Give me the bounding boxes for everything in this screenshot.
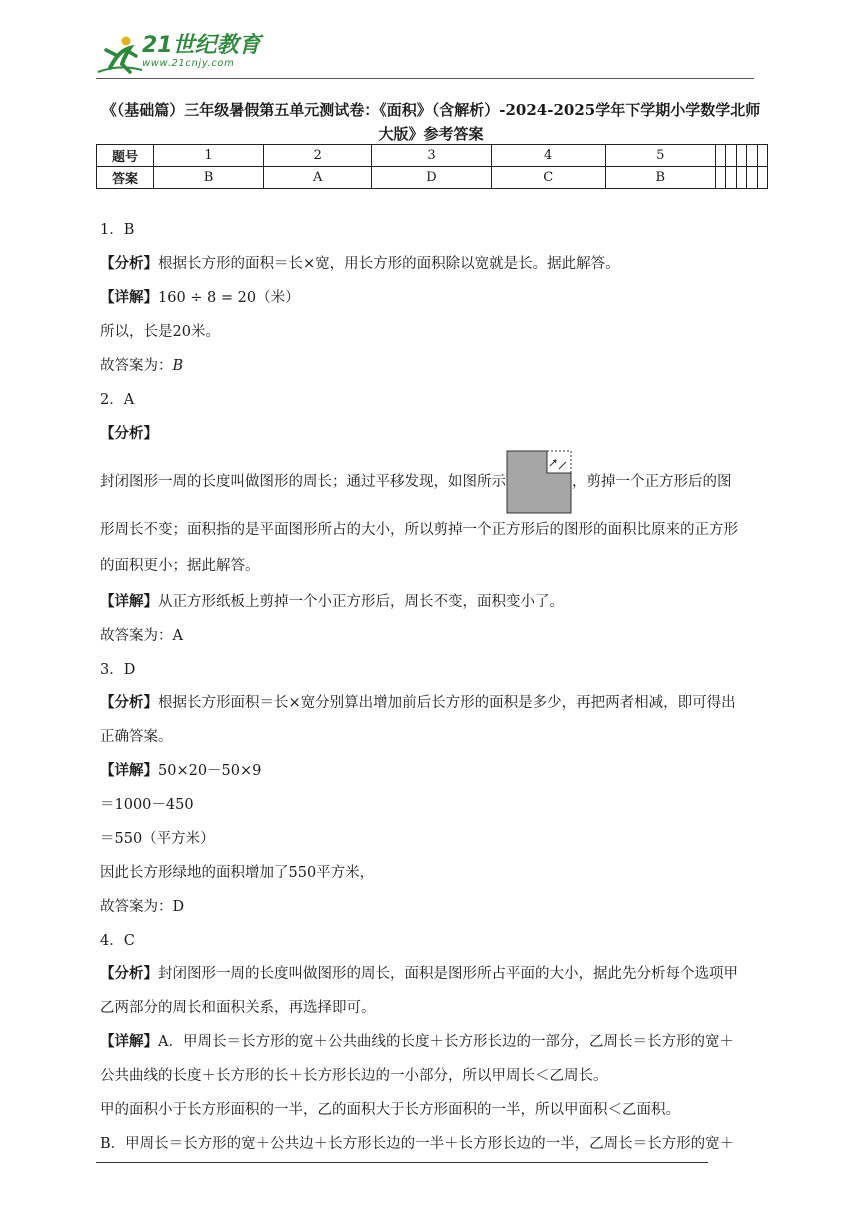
answer-letter: B bbox=[172, 358, 184, 374]
analysis-label: 【分析】 bbox=[100, 695, 158, 711]
q2-analysis-line1 bbox=[100, 450, 732, 514]
q3-number: 3．D bbox=[100, 662, 136, 678]
table-cell: D bbox=[372, 167, 491, 189]
table-cell: C bbox=[491, 167, 605, 189]
analysis-label: 【分析】 bbox=[100, 426, 158, 442]
table-cell bbox=[747, 167, 757, 189]
detail-text: A．甲周长＝长方形的宽＋公共曲线的长度＋长方形长边的一部分，乙周长＝长方形的宽＋ bbox=[158, 1034, 734, 1050]
table-cell bbox=[726, 167, 736, 189]
detail-label: 【详解】 bbox=[100, 763, 158, 779]
q2-analysis-line2: 形周长不变；面积指的是平面图形所占的大小，所以剪掉一个正方形后的图形的面积比原来的正方形 bbox=[100, 522, 738, 538]
q2-analysis-label bbox=[100, 424, 158, 444]
q1-number: 1．B bbox=[100, 222, 135, 238]
table-cell: 4 bbox=[491, 145, 605, 167]
analysis-text: 根据长方形的面积＝长×宽，用长方形的面积除以宽就是长。据此解答。 bbox=[158, 256, 620, 272]
q3-detail bbox=[100, 761, 261, 781]
row-header: 答案 bbox=[97, 167, 154, 189]
row-header: 题号 bbox=[97, 145, 154, 167]
q4-detail-line1 bbox=[100, 1032, 734, 1052]
table-cell bbox=[757, 167, 767, 189]
q3-conclusion: 因此长方形绿地的面积增加了550平方米， bbox=[100, 865, 375, 881]
q2-number: 2．A bbox=[100, 392, 135, 408]
analysis-label: 【分析】 bbox=[100, 256, 158, 272]
detail-text: 160 ÷ 8 = 20（米） bbox=[158, 290, 300, 306]
detail-text: 从正方形纸板上剪掉一个小正方形后，周长不变，面积变小了。 bbox=[158, 594, 564, 610]
page-header bbox=[96, 30, 754, 79]
table-cell bbox=[715, 167, 725, 189]
q2-answer: 故答案为：A bbox=[100, 628, 183, 644]
q4-analysis-line1 bbox=[100, 964, 738, 984]
q4-detail-line3: 甲的面积小于长方形面积的一半，乙的面积大于长方形面积的一半，所以甲面积＜乙面积。 bbox=[100, 1102, 680, 1118]
table-row-answers bbox=[97, 167, 768, 189]
detail-label: 【详解】 bbox=[100, 1034, 158, 1050]
table-cell: B bbox=[605, 167, 715, 189]
analysis-label: 【分析】 bbox=[100, 966, 158, 982]
table-cell bbox=[715, 145, 725, 167]
detail-label: 【详解】 bbox=[100, 290, 158, 306]
answer-prefix: 故答案为： bbox=[100, 358, 173, 374]
logo-main-text: 21世纪教育 bbox=[142, 33, 261, 58]
q3-step3: ＝550（平方米） bbox=[100, 831, 215, 847]
table-cell bbox=[736, 145, 746, 167]
table-cell: 2 bbox=[264, 145, 372, 167]
table-cell: B bbox=[154, 167, 264, 189]
table-cell: A bbox=[264, 167, 372, 189]
analysis-text: 封闭图形一周的长度叫做图形的周长，面积是图形所占平面的大小，据此先分析每个选项甲 bbox=[158, 966, 738, 982]
logo-url-text: www.21cnjy.com bbox=[142, 58, 235, 69]
q4-detail-line4: B．甲周长＝长方形的宽＋公共边＋长方形长边的一半＋长方形长边的一半，乙周长＝长方形的宽＋ bbox=[100, 1136, 735, 1152]
q1-analysis bbox=[100, 254, 620, 274]
cut-square-figure bbox=[506, 450, 572, 514]
runner-logo-icon bbox=[96, 34, 144, 76]
table-cell bbox=[757, 145, 767, 167]
analysis-text-b: ，剪掉一个正方形后的图 bbox=[572, 474, 732, 490]
answer-table bbox=[96, 144, 768, 189]
q1-conclusion: 所以，长是20米。 bbox=[100, 324, 220, 340]
q1-answer bbox=[100, 356, 183, 376]
q3-analysis-line2: 正确答案。 bbox=[100, 729, 173, 745]
q2-analysis-line3: 的面积更小；据此解答。 bbox=[100, 558, 260, 574]
q3-answer: 故答案为：D bbox=[100, 899, 185, 915]
q4-number: 4．C bbox=[100, 933, 135, 949]
logo-text bbox=[142, 34, 261, 70]
analysis-text: 根据长方形面积＝长×宽分别算出增加前后长方形的面积是多少，再把两者相减，即可得出 bbox=[158, 695, 736, 711]
detail-label: 【详解】 bbox=[100, 594, 158, 610]
q1-detail bbox=[100, 288, 300, 308]
table-cell bbox=[726, 145, 736, 167]
table-cell: 1 bbox=[154, 145, 264, 167]
detail-text: 50×20－50×9 bbox=[158, 763, 262, 779]
table-cell: 3 bbox=[372, 145, 491, 167]
table-cell bbox=[747, 145, 757, 167]
q3-step2: ＝1000－450 bbox=[100, 797, 194, 813]
logo bbox=[96, 34, 144, 76]
q2-detail bbox=[100, 592, 564, 612]
page-title: 《（基础篇）三年级暑假第五单元测试卷：《面积》（含解析）-2024-2025学年下学期小学数学北师大版》参考答案 bbox=[101, 101, 761, 143]
q3-analysis-line1 bbox=[100, 693, 736, 713]
table-cell: 5 bbox=[605, 145, 715, 167]
table-cell bbox=[736, 167, 746, 189]
q4-detail-line2: 公共曲线的长度＋长方形的长＋长方形长边的一小部分，所以甲周长＜乙周长。 bbox=[100, 1068, 608, 1084]
footer-divider bbox=[96, 1162, 708, 1163]
analysis-text-a: 封闭图形一周的长度叫做图形的周长；通过平移发现，如图所示 bbox=[100, 474, 506, 490]
q4-analysis-line2: 乙两部分的周长和面积关系，再选择即可。 bbox=[100, 1000, 376, 1016]
table-row-numbers bbox=[97, 145, 768, 167]
